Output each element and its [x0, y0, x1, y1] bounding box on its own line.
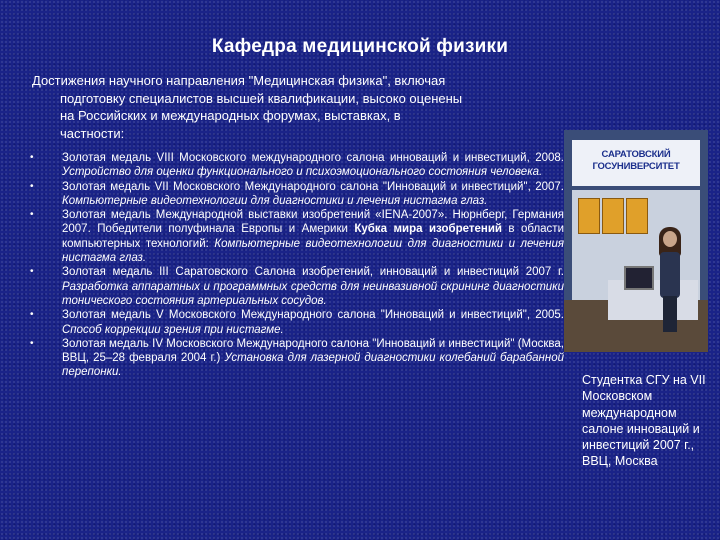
achievement-text-continued: в области компьютерных технологий: — [62, 223, 564, 250]
student-legs — [663, 296, 677, 332]
intro-line: подготовку специалистов высшей квалификации, высоко оценены — [60, 90, 463, 106]
achievement-project: Компьютерные видеотехнологии для диагностики и лечения нистагма глаз. — [62, 237, 564, 265]
achievement-item — [28, 208, 564, 265]
achievement-text: Золотая медаль III Саратовского Салона изобретений, инноваций и инвестиций 2007 г. — [62, 266, 564, 279]
achievement-highlight: Кубка мира изобретений — [354, 223, 502, 236]
student-body — [660, 252, 680, 298]
achievement-text: Золотая медаль VIII Московского международного салона инноваций и инвестиций, 2008. — [62, 152, 564, 164]
exhibition-photo — [564, 130, 708, 352]
achievement-item — [28, 180, 564, 209]
achievement-project: Устройство для оценки функционального и психоэмоционального состояния человека. — [62, 166, 543, 179]
bullet-icon: • — [30, 209, 34, 221]
achievement-text: Золотая медаль V Московского Международного салона "Инноваций и инвестиций", 2005. — [62, 309, 564, 322]
university-sign — [572, 140, 700, 186]
achievement-text: Золотая медаль VII Московского Международного салона "Инноваций и инвестиций", 2007. — [62, 180, 564, 193]
bullet-icon: • — [30, 337, 34, 349]
achievement-item — [28, 308, 564, 337]
achievement-text: Золотая медаль IV Московского Международного салона "Инноваций и инвестиций" (Москва, ВВЦ, 25–28 февраля 2004 г.) — [62, 337, 564, 365]
achievement-project: Способ коррекции зрения при нистагме. — [62, 323, 284, 336]
sign-line: САРАТОВСКИЙ — [601, 149, 671, 160]
achievements-list — [28, 151, 564, 380]
bullet-icon: • — [30, 180, 34, 192]
achievement-text: Золотая медаль Международной выставки изобретений «IENA-2007». Нюрнберг, Германия 2007. Победители полуфинала Европы и Америки — [62, 209, 564, 236]
achievement-item — [28, 265, 564, 308]
photo-caption: Студентка СГУ на VII Московском международном салоне инноваций и инвестиций 2007 г., ВВЦ, Москва — [582, 373, 706, 469]
achievement-project: Разработка аппаратных и программных средств для неинвазивной скрининг диагностики тонического состояния артериальных сосудов. — [62, 280, 564, 307]
poster-panel — [578, 198, 600, 234]
achievement-item — [28, 151, 564, 180]
poster-panel — [626, 198, 648, 234]
intro-line: на Российских и международных форумах, выставках, в — [60, 108, 401, 123]
bullet-icon: • — [30, 152, 34, 163]
achievement-project: Установка для лазерной диагностики колебаний барабанной перепонки. — [62, 352, 564, 379]
bullet-icon: • — [30, 266, 34, 278]
intro-line: Достижения научного направления "Медицинская физика", включая — [32, 73, 446, 88]
achievement-project: Компьютерные видеотехнологии для диагностики и лечения нистагма глаз. — [62, 194, 488, 207]
slide-title: Кафедра медицинской физики — [211, 36, 509, 57]
sign-line: ГОСУНИВЕРСИТЕТ — [592, 161, 680, 172]
achievement-item — [28, 337, 564, 380]
student-head — [663, 231, 677, 247]
poster-panel — [602, 198, 624, 234]
intro-paragraph — [32, 72, 572, 142]
monitor-icon — [624, 266, 654, 290]
intro-line: частности: — [60, 125, 125, 141]
bullet-icon: • — [30, 309, 34, 321]
